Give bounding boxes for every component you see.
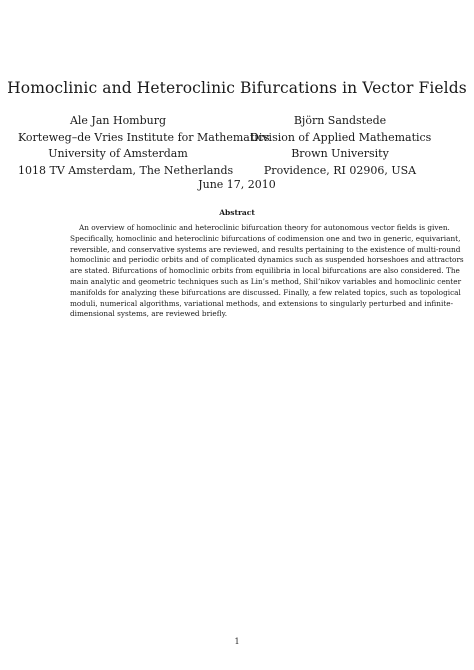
abstract-line: manifolds for analyzing these bifurcations are discussed. Finally, a few related topics, such as topological [70,287,461,297]
author-name: Ale Jan Homburg [69,114,167,127]
abstract-line: homoclinic and periodic orbits and of complicated dynamics such as suspended horseshoes and attractors [70,255,464,265]
author-affiliation-line: Brown University [291,147,389,160]
abstract-line: Specifically, homoclinic and heteroclinic bifurcations of codimension one and two in generic, equivariant, [70,233,461,243]
author-affiliation-line: Korteweg–de Vries Institute for Mathematics [18,130,270,144]
abstract-line: moduli, numerical algorithms, variational methods, and extensions to singularly perturbed and infinite- [70,298,454,308]
paper-date: June 17, 2010 [198,178,276,191]
paper-title: Homoclinic and Heteroclinic Bifurcations in Vector Fields [7,79,467,97]
abstract-line: main analytic and geometric techniques such as Lin’s method, Shil’nikov variables and homoclinic center [70,276,462,286]
author-affiliation-line: Division of Applied Mathematics [250,130,432,144]
abstract-text [70,223,464,320]
author-name: Björn Sandstede [293,114,387,127]
author-affiliation-line: 1018 TV Amsterdam, The Netherlands [18,163,234,177]
abstract-line: dimensional systems, are reviewed briefly. [70,309,228,319]
author-affiliation-line: Providence, RI 02906, USA [263,163,417,177]
author-block-2 [250,113,430,179]
page-number: 1 [234,637,240,646]
abstract-heading: Abstract [219,208,255,217]
author-affiliation-line: University of Amsterdam [48,147,188,160]
author-block-1 [18,113,270,179]
abstract-line: reversible, and conservative systems are reviewed, and results pertaining to the existence of multi-round [70,244,461,254]
abstract-line: An overview of homoclinic and heteroclinic bifurcation theory for autonomous vector fields is given. [79,223,450,232]
abstract-line: are stated. Bifurcations of homoclinic orbits from equilibria in local bifurcations are also considered. The [70,266,460,276]
